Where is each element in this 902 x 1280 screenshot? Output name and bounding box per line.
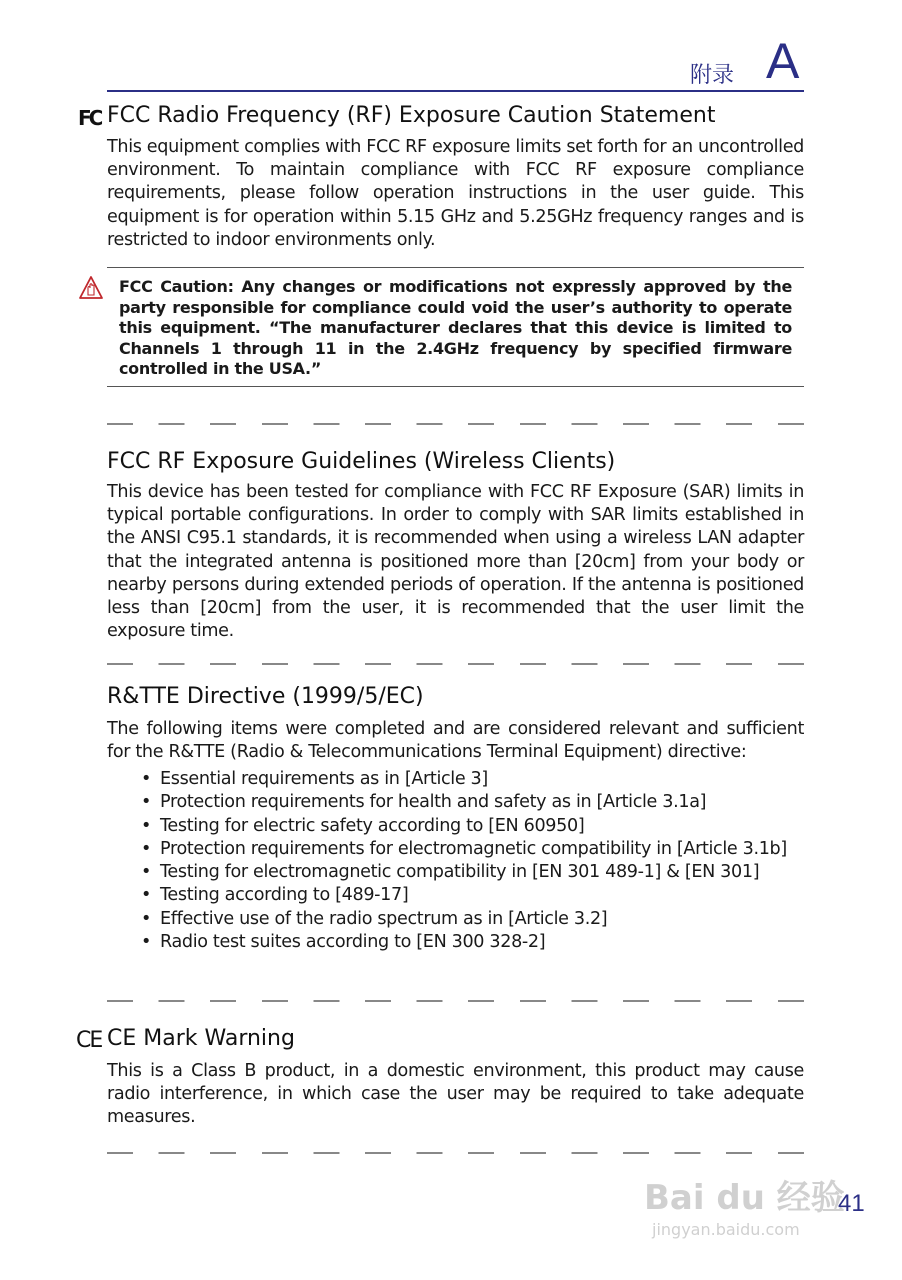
fcc-rf-body: This equipment complies with FCC RF exposure limits set forth for an uncontrolled environment. To maintain compliance with FCC RF exposure compliance requirements, please follow operation instructions in the user guide. This equipment is for operation within 5.15 GHz and 5.25GHz frequency ranges and is restricted to indoor environments only. (107, 137, 804, 250)
caution-text: FCC Caution: Any changes or modifications not expressly approved by the party responsible for compliance could void the user’s authority to operate this equipment. “The manufacturer declares that this device is limited to Channels 1 through 11 in the 2.4GHz frequency by specified firmware controlled in the USA.” (119, 277, 792, 379)
rtte-title: R&TTE Directive (1999/5/EC) (107, 684, 424, 709)
page-number: 41 (838, 1190, 865, 1217)
dashed-divider (107, 423, 804, 425)
warning-hand-icon (78, 275, 104, 301)
watermark-url: jingyan.baidu.com (652, 1220, 800, 1239)
list-item: • Protection requirements for electromagnetic compatibility in [Article 3.1b] (133, 838, 804, 861)
fcc-guidelines-body: This device has been tested for compliance with FCC RF Exposure (SAR) limits in typical portable configurations. In order to comply with SAR limits established in the ANSI C95.1 standards, it is recommended when using a wireless LAN adapter that the integrated antenna is positioned more than [20cm] from your body or nearby persons during extended periods of operation. If the antenna is positioned less than [20cm] from the user, it is recommended that the user limit the exposure time. (107, 482, 804, 642)
appendix-letter: A (766, 33, 800, 89)
list-item: • Protection requirements for health and safety as in [Article 3.1a] (133, 791, 804, 814)
list-item: • Effective use of the radio spectrum as in [Article 3.2] (133, 908, 804, 931)
header-rule (107, 90, 804, 92)
fcc-rf-title: FCC Radio Frequency (RF) Exposure Caution Statement (107, 103, 716, 128)
appendix-label: 附录 (690, 63, 735, 88)
fcc-logo-icon: FC (78, 106, 101, 130)
ce-logo-icon: CE (76, 1028, 102, 1053)
rtte-items-list (133, 768, 804, 954)
rtte-intro: The following items were completed and are considered relevant and sufficient for the R&TTE (Radio & Telecommunications Terminal Equipment) directive: (107, 719, 804, 763)
list-item: • Testing for electric safety according to [EN 60950] (133, 815, 804, 838)
fcc-guidelines-title: FCC RF Exposure Guidelines (Wireless Clients) (107, 449, 616, 474)
baidu-watermark (640, 1140, 845, 1270)
list-item: • Radio test suites according to [EN 300 328-2] (133, 931, 804, 954)
list-item: • Essential requirements as in [Article 3] (133, 768, 804, 791)
dashed-divider (107, 663, 804, 665)
ce-title: CE Mark Warning (107, 1026, 295, 1051)
watermark-brand: Bai du 经验 (644, 1178, 845, 1218)
ce-body: This is a Class B product, in a domestic environment, this product may cause radio interference, in which case the user may be required to take adequate measures. (107, 1061, 804, 1128)
dashed-divider (107, 1000, 804, 1002)
list-item: • Testing according to [489-17] (133, 884, 804, 907)
list-item: • Testing for electromagnetic compatibility in [EN 301 489-1] & [EN 301] (133, 861, 804, 884)
